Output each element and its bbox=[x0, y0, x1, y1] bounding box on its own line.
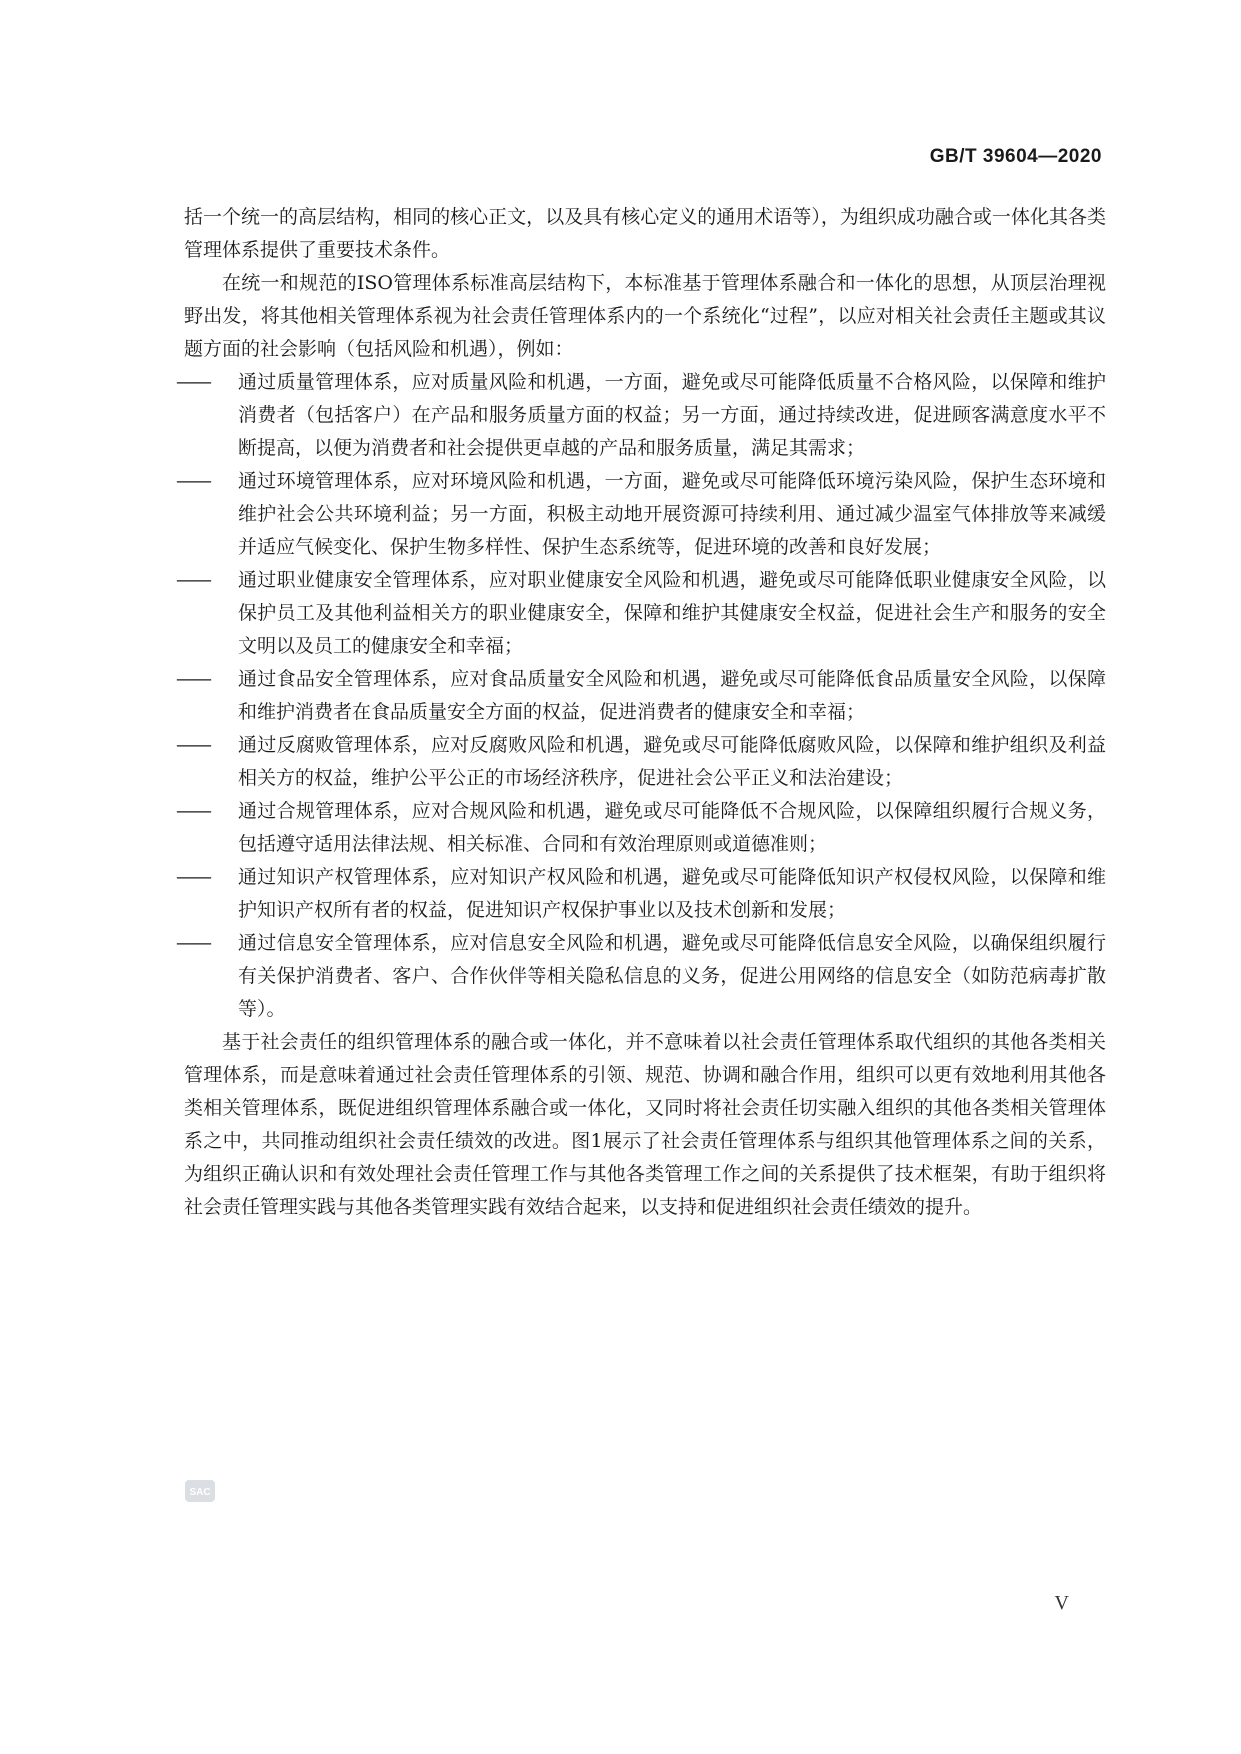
list-item: —— 通过质量管理体系，应对质量风险和机遇，一方面，避免或尽可能降低质量不合格风险，以保障和维护消费者（包括客户）在产品和服务质量方面的权益；另一方面，通过持续改进，促进顾客满意度水平不断提高，以便为消费者和社会提供更卓越的产品和服务质量，满足其需求； bbox=[192, 366, 1106, 465]
list-dash: —— bbox=[176, 668, 210, 690]
management-systems-list bbox=[176, 366, 1106, 1026]
list-item: —— 通过反腐败管理体系，应对反腐败风险和机遇，避免或尽可能降低腐败风险，以保障和维护组织及利益相关方的权益，维护公平公正的市场经济秩序，促进社会公平正义和法治建设； bbox=[192, 729, 1106, 795]
list-item: —— 通过合规管理体系，应对合规风险和机遇，避免或尽可能降低不合规风险，以保障组织履行合规义务，包括遵守适用法律法规、相关标准、合同和有效治理原则或道德准则； bbox=[192, 795, 1106, 861]
paragraph-conclusion: 基于社会责任的组织管理体系的融合或一体化，并不意味着以社会责任管理体系取代组织的其他各类相关管理体系，而是意味着通过社会责任管理体系的引领、规范、协调和融合作用，组织可以更有效地利用其他各类相关管理体系，既促进组织管理体系融合或一体化，又同时将社会责任切实融入组织的其他各类相关管理体系之中，共同推动组织社会责任绩效的改进。图1展示了社会责任管理体系与组织其他管理体系之间的关系，为组织正确认识和有效处理社会责任管理工作与其他各类管理工作之间的关系提供了技术框架，有助于组织将社会责任管理实践与其他各类管理实践有效结合起来，以支持和促进组织社会责任绩效的提升。 bbox=[184, 1031, 1106, 1218]
svg-text:SAC: SAC bbox=[189, 1487, 211, 1498]
list-dash: —— bbox=[176, 371, 210, 393]
list-dash: —— bbox=[176, 734, 210, 756]
list-item: —— 通过环境管理体系，应对环境风险和机遇，一方面，避免或尽可能降低环境污染风险，保护生态环境和维护社会公共环境利益；另一方面，积极主动地开展资源可持续利用、通过减少温室气体排放等来减缓并适应气候变化、保护生物多样性、保护生态系统等，促进环境的改善和良好发展； bbox=[192, 465, 1106, 564]
paragraph-intro: 在统一和规范的ISO管理体系标准高层结构下，本标准基于管理体系融合和一体化的思想，从顶层治理视野出发，将其他相关管理体系视为社会责任管理体系内的一个系统化“过程”，以应对相关社会责任主题或其议题方面的社会影响（包括风险和机遇），例如： bbox=[184, 272, 1106, 360]
list-dash: —— bbox=[176, 470, 210, 492]
sac-logo-icon bbox=[185, 1480, 215, 1502]
list-dash: —— bbox=[176, 932, 210, 954]
list-item: —— 通过职业健康安全管理体系，应对职业健康安全风险和机遇，避免或尽可能降低职业健康安全风险，以保护员工及其他利益相关方的职业健康安全，保障和维护其健康安全权益，促进社会生产和服务的安全文明以及员工的健康安全和幸福； bbox=[192, 564, 1106, 663]
list-item: —— 通过知识产权管理体系，应对知识产权风险和机遇，避免或尽可能降低知识产权侵权风险，以保障和维护知识产权所有者的权益，促进知识产权保护事业以及技术创新和发展； bbox=[192, 861, 1106, 927]
page-number: V bbox=[1054, 1592, 1069, 1614]
list-dash: —— bbox=[176, 800, 210, 822]
list-dash: —— bbox=[176, 569, 210, 591]
list-item: —— 通过食品安全管理体系，应对食品质量安全风险和机遇，避免或尽可能降低食品质量安全风险，以保障和维护消费者在食品质量安全方面的权益，促进消费者的健康安全和幸福； bbox=[192, 663, 1106, 729]
paragraph-continued: 括一个统一的高层结构，相同的核心正文，以及具有核心定义的通用术语等），为组织成功融合或一体化其各类管理体系提供了重要技术条件。 bbox=[184, 206, 1106, 261]
document-code: GB/T 39604—2020 bbox=[929, 146, 1102, 167]
list-dash: —— bbox=[176, 866, 210, 888]
list-item: —— 通过信息安全管理体系，应对信息安全风险和机遇，避免或尽可能降低信息安全风险，以确保组织履行有关保护消费者、客户、合作伙伴等相关隐私信息的义务，促进公用网络的信息安全（如防范病毒扩散等）。 bbox=[192, 927, 1106, 1026]
page-body bbox=[176, 201, 1106, 1224]
